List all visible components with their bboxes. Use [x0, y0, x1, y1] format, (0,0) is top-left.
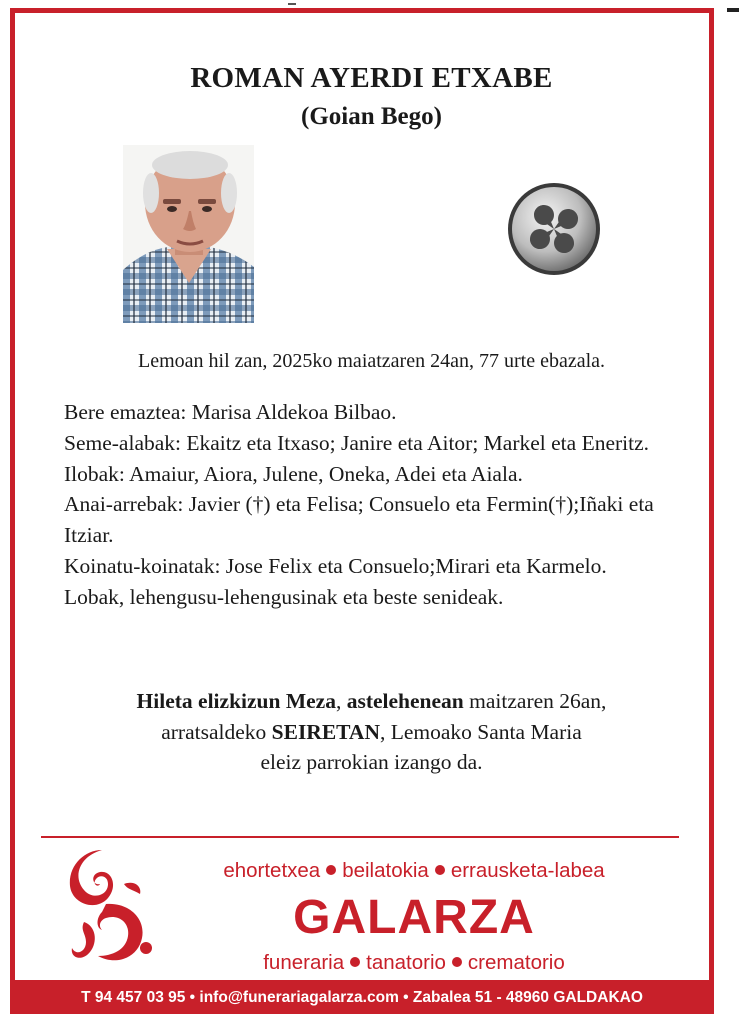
time-prefix: arratsaldeko — [161, 719, 272, 744]
funeral-line-3: eleiz parrokian izango da. — [260, 750, 483, 774]
family-line: Anai-arrebak: Javier (†) eta Felisa; Consuelo eta Fermin(†);Iñaki eta Itziar. — [64, 492, 654, 548]
portrait-photo — [123, 145, 254, 323]
weekday: astelehenean — [346, 689, 464, 713]
lauburu-icon — [506, 181, 602, 277]
service-item: tanatorio — [366, 951, 446, 974]
family-line: Ilobak: Amaiur, Aiora, Julene, Oneka, Adei eta Aiala. — [64, 461, 523, 486]
galarza-logo-icon — [62, 846, 162, 970]
service-item: crematorio — [467, 951, 565, 974]
scan-mark-top — [288, 3, 296, 5]
bullet-icon — [350, 957, 360, 967]
family-line: Koinatu-koinatak: Jose Felix eta Consuelo;Mirari eta Karmelo. — [64, 553, 607, 578]
service-item: beilatokia — [342, 859, 429, 882]
services-top — [164, 859, 664, 883]
service-item: funeraria — [263, 951, 345, 974]
family-line: Bere emaztea: Marisa Aldekoa Bilbao. — [64, 400, 397, 424]
scan-mark — [727, 8, 739, 12]
family-line: Lobak, lehengusu-lehengusinak eta beste senideak. — [64, 584, 504, 609]
mass-label: Hileta elizkizun Meza — [136, 689, 336, 713]
service-item: errausketa-labea — [450, 859, 605, 882]
lauburu-emblem — [506, 181, 602, 277]
portrait-illustration — [123, 145, 254, 323]
contact-info: T 94 457 03 95 • info@funerariagalarza.com • Zabalea 51 - 48960 GALDAKAO — [81, 989, 643, 1006]
time: SEIRETAN — [271, 719, 380, 744]
bullet-icon — [452, 957, 462, 967]
funeral-info — [40, 686, 703, 778]
date-text: maitzaren 26an, — [463, 689, 607, 713]
bullet-icon — [435, 865, 445, 875]
footer-divider — [41, 836, 679, 838]
bullet-icon — [326, 865, 336, 875]
separator: , — [335, 689, 347, 713]
family-list — [64, 397, 684, 613]
place-text: , Lemoako Santa Maria — [379, 719, 582, 744]
funeral-line-1 — [40, 686, 703, 717]
services-bottom — [164, 951, 664, 975]
brand-name: GALARZA — [293, 891, 535, 944]
service-item: ehortetxea — [223, 859, 321, 882]
funeral-line-2 — [40, 717, 703, 748]
nickname: (Goian Bego) — [301, 103, 442, 130]
deceased-name: ROMAN AYERDI ETXABE — [190, 62, 553, 94]
family-line: Seme-alabak: Ekaitz eta Itxaso; Janire eta Aitor; Markel eta Eneritz. — [64, 430, 650, 455]
death-notice: Lemoan hil zan, 2025ko maiatzaren 24an, 77 urte ebazala. — [137, 350, 606, 372]
